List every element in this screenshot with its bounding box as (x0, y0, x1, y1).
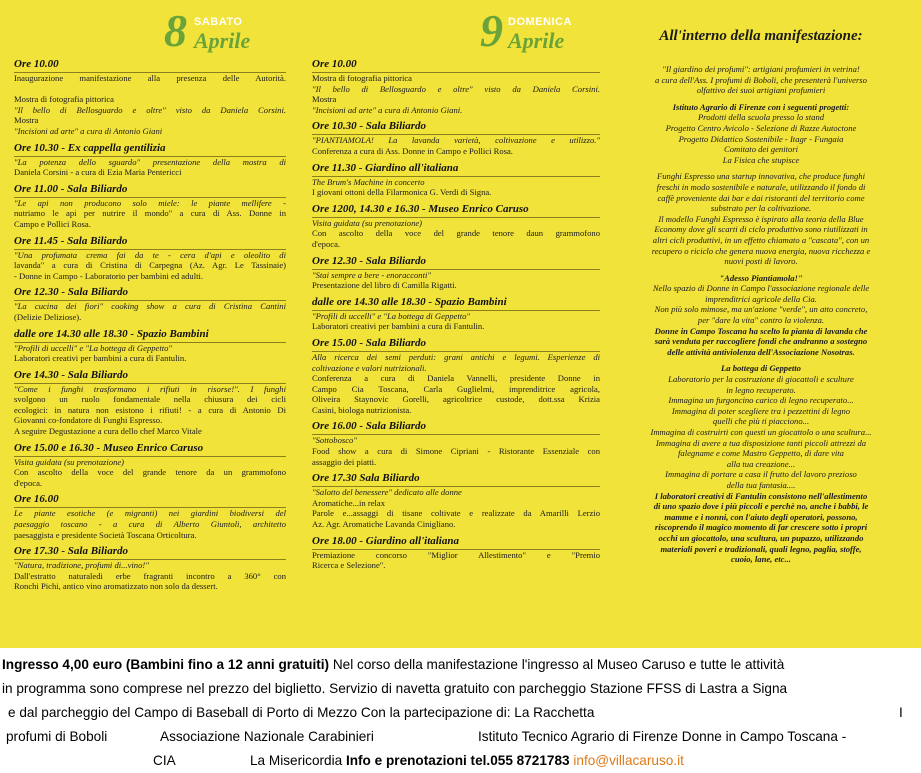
day-sunday-column (312, 0, 600, 576)
event-line: Inaugurazione manifestazione alla presenza delle Autorità. (14, 73, 286, 83)
event-line: lavanda" a cura di Cristina di Carpegna (Az. Agr. Le Tassinaie) (14, 260, 286, 271)
ticket-price: Ingresso 4,00 euro (Bambini fino a 12 anni gratuiti) (2, 657, 330, 672)
event-line: d'epoca. (312, 238, 341, 249)
event-description (312, 435, 600, 467)
event-line: "Incisioni ad arte" a cura di Antonio Giani. (312, 104, 463, 115)
event-line: Mostra di fotografia pittorica (14, 94, 114, 105)
event-line: Mostra (14, 115, 39, 126)
event-description (14, 384, 286, 437)
event-item (312, 120, 600, 156)
event-description (312, 550, 600, 571)
event-line: "La cucina dei fiori" cooking show a cura di Cristina Cantini (14, 301, 286, 312)
inside-line: Funghi Espresso una startup innovativa, che produce funghi (657, 171, 865, 182)
event-time: Ore 1200, 14.30 e 16.30 - Museo Enrico Caruso (312, 203, 600, 218)
event-line: Aromatiche...in relax (312, 497, 386, 508)
event-time: Ore 15.00 e 16.30 - Museo Enrico Caruso (14, 442, 286, 457)
event-line: (Delizie Deliziose). (14, 311, 82, 322)
event-description (312, 73, 600, 115)
events-list-saturday (14, 58, 286, 592)
event-time: Ore 16.00 - Sala Biliardo (312, 420, 600, 435)
event-line: The Brum's Machine in concerto (312, 176, 425, 187)
inside-line: Immagina un furgoncino carico di legno recuperato... (668, 395, 854, 406)
event-line: d'epoca. (14, 477, 43, 488)
event-line: Presentazione del libro di Camilla Rigatti. (312, 280, 457, 291)
event-line: Laboratori creativi per bambini a cura di Fantulin. (312, 321, 485, 332)
footer-line-1: Ingresso 4,00 euro (Bambini fino a 12 anni gratuiti) Nel corso della manifestazione l'ingresso al Museo Caruso e tutte le attività (2, 657, 785, 672)
event-item (14, 328, 286, 364)
inside-line: falegname e come Mastro Geppetto, di dare vita (678, 448, 844, 459)
day-month: Aprile (194, 28, 251, 53)
events-list-sunday (312, 58, 600, 571)
event-line: "Stai sempre a bere - enoracconti" (312, 269, 431, 280)
event-line: paesaggio toscano - a cura di Alberto Giuntoli, architetto (14, 519, 286, 530)
inside-line: substrato per la coltivazione. (710, 203, 812, 214)
event-time: Ore 11.30 - Giardino all'italiana (312, 162, 600, 177)
event-line: Visita guidata (su prenotazione) (14, 456, 125, 467)
event-line: "Il bello di Bellosguardo e oltre" visto da Daniela Corsini. (14, 104, 286, 115)
partner-carabinieri: Associazione Nazionale Carabinieri (160, 729, 374, 744)
inside-bold-line: mamme e i nonni, con l'aiuto degli operatori, possono, (664, 511, 858, 522)
inside-bold-line: materiali poveri e tradizionali, quali legno, paglia, stoffe, (660, 543, 862, 554)
event-item (312, 296, 600, 332)
event-item (312, 337, 600, 416)
event-line: "PIANTIAMOLA! La lavanda varietà, coltivazione e utilizzo." (312, 135, 600, 146)
event-item (312, 472, 600, 529)
event-description (14, 198, 286, 230)
inside-line: freschi in modo sostenibile e naturale, utilizzando il fondo di (656, 181, 866, 192)
footer-info (0, 648, 921, 773)
day-name: SABATO (194, 16, 243, 28)
event-time: Ore 14.30 - Sala Biliardo (14, 369, 286, 384)
event-description (312, 487, 600, 529)
inside-column (616, 0, 906, 571)
footer-line-2: in programma sono comprese nel prezzo del biglietto. Servizio di navetta gratuito con parcheggio Stazione FFSS di Lastra a Signa (2, 681, 788, 696)
event-line: Con ascolto della voce del grande tenore daun grammofono (312, 228, 600, 239)
event-description (14, 301, 286, 322)
event-line: Premiazione concorso "Miglior Allestimento" e "Premio (312, 549, 600, 560)
inside-line: Il modello Funghi Espresso è ispirato alla teoria della Blue (658, 213, 864, 224)
event-line: Food show a cura di Simone Cipriani - Ristorante Essenziale con (312, 446, 600, 457)
info-phone: Info e prenotazioni tel.055 8721783 (345, 753, 570, 768)
partner-profumi-boboli: profumi di Boboli (6, 729, 108, 744)
inside-line: nuovi posti di lavoro. (724, 256, 798, 267)
event-line: "Profili di uccelli" e "La bottega di Geppetto" (312, 310, 471, 321)
event-line: Ronchi Pichi, antico vino aromatizzato non solo da dessert. (14, 581, 218, 592)
inside-line: in legno recuperato. (726, 384, 796, 395)
event-line: Casini, biologa nutrizionista. (312, 404, 412, 415)
day-name: DOMENICA (508, 16, 572, 28)
event-line: Laboratori creativi per bambini a cura di Fantulin. (14, 353, 187, 364)
event-line: "Natura, tradizione, profumi di...vino!" (14, 560, 149, 571)
event-item (14, 235, 286, 282)
event-description (14, 343, 286, 364)
event-line: Mostra di fotografia pittorica (312, 73, 412, 83)
event-line: "Come i funghi trasformano i rifiuti in risorse!". I funghi (14, 383, 286, 394)
inside-line: olfattivo dei suoi artigiani profumieri (696, 85, 826, 96)
day-header-sunday (312, 0, 600, 58)
event-item (312, 162, 600, 198)
event-time: Ore 17.30 Sala Biliardo (312, 472, 600, 487)
event-line: Visita guidata (su prenotazione) (312, 217, 423, 228)
event-line: Mostra (312, 94, 337, 105)
event-time: Ore 10.00 (14, 58, 286, 73)
event-description (14, 73, 286, 137)
inside-line: altri cicli produttivi, in un effetto chiamato a "cascata", con un (652, 234, 870, 245)
inside-blocks (616, 64, 906, 565)
event-item (312, 535, 600, 571)
event-line: Az. Agr. Aromatiche Lavanda Cinigliano. (312, 519, 456, 530)
event-time: Ore 11.00 - Sala Biliardo (14, 183, 286, 198)
event-line (14, 84, 286, 95)
inside-line: "Il giardino dei profumi": artigiani profumieri in vetrina! (662, 64, 860, 74)
event-line: - Donne in Campo - Laboratorio per bambini ed adulti. (14, 270, 204, 281)
event-line: "Le api non producono solo miele: le piante mellifere - (14, 197, 286, 208)
event-item (14, 58, 286, 137)
inside-line: Laboratorio per la costruzione di giocattoli e sculture (668, 374, 854, 385)
event-item (312, 58, 600, 115)
inside-line: Progetto Centro Avicolo - Selezione di Razze Autoctone (665, 122, 857, 133)
event-time: Ore 15.00 - Sala Biliardo (312, 337, 600, 352)
day-number: 8 (164, 5, 187, 56)
inside-block-heading: "Adesso Piantiamola!" (719, 272, 803, 283)
inside-line: quelli che più ti piacciono... (712, 416, 810, 427)
inside-line: imprenditrici agricole della Cia. (705, 293, 817, 304)
event-item (312, 203, 600, 250)
event-line: Con ascolto della voce del grande tenore da un grammofono (14, 467, 286, 478)
event-time: Ore 18.00 - Giardino all'italiana (312, 535, 600, 550)
inside-line: alla tua creazione... (726, 458, 796, 469)
inside-line: della tua fantasia.... (726, 479, 796, 490)
inside-bold-line: cuoio, lane, etc... (731, 554, 791, 565)
footer-line-3: e dal parcheggio del Campo di Baseball di Porto di Mezzo Con la partecipazione di: La Racchetta (8, 705, 595, 720)
footer-line-5: La Misericordia Info e prenotazioni tel.055 8721783 info@villacaruso.it (250, 753, 684, 768)
event-line: paesaggista e presidente Società Toscana Orticoltura. (14, 529, 197, 540)
event-description (312, 177, 600, 198)
event-item (14, 493, 286, 540)
day-month: Aprile (508, 28, 565, 53)
event-line: Alla ricerca dei semi perduti: grani antichi e legumi. Esperienze di (312, 351, 600, 362)
event-line: Ricerca e Selezione". (312, 560, 386, 571)
event-line: "Sottobosco" (312, 435, 357, 446)
event-line: Le piante esotiche (e migranti) nei giardini biodiversi del (14, 508, 286, 519)
inside-line: Non più solo mimose, ma un'azione "verde", un atto concreto, (654, 304, 868, 315)
event-line: Oliveira Staynovic Gorelli, agricoltrice custode, dott.ssa Krizia (312, 394, 600, 405)
inside-line: Nello spazio di Donne in Campo l'associazione regionale delle (652, 283, 870, 294)
inside-line: caffè proveniente dai bar e dai ristoranti del territorio come (657, 192, 865, 203)
event-line: coltivazione e valori nutrizionali. (312, 362, 427, 373)
inside-line: La Fisica che stupisce (722, 154, 800, 165)
event-item (312, 255, 600, 291)
inside-line: Economy dove gli scarti di ciclo produttivo sono riutilizzati in (654, 224, 868, 235)
event-line: Conferenza a cura di Ass. Donne in Campo e Pollici Rosa. (312, 145, 513, 156)
inside-bold-line: di uno spazio dove i più piccoli e perchè no, anche i babbi, le (653, 501, 869, 512)
event-item (14, 142, 286, 178)
event-line: nutriamo le api per nutrire il mondo" a cura di Ass. Donne in (14, 208, 286, 219)
event-item (14, 442, 286, 489)
inside-line: Prodotti della scuola presso lo stand (697, 112, 825, 123)
footer-line-3-right: I (899, 705, 903, 720)
inside-block (616, 64, 906, 96)
event-line: "La potenza dello sguardo" presentazione della mostra di (14, 156, 286, 167)
partner-cia: CIA (153, 753, 176, 768)
event-time: dalle ore 14.30 alle 18.30 - Spazio Bambini (14, 328, 286, 343)
event-time: Ore 10.00 (312, 58, 600, 73)
event-line: Daniela Corsini - a cura di Ezia Maria Pentericci (14, 167, 182, 178)
event-line: A seguire Degustazione a cura dello chef Marco Vitale (14, 426, 202, 437)
event-item (312, 420, 600, 467)
event-line: Giovanni co-fondatore di Funghi Espresso. (14, 415, 163, 426)
event-line: "Profili di uccelli" e "La bottega di Geppetto" (14, 342, 173, 353)
event-description (14, 457, 286, 489)
inside-bold-line: sarà venduta per raccogliere fondi che andranno a sostegno (654, 336, 868, 347)
inside-block (616, 102, 906, 166)
day-header-saturday (14, 0, 286, 58)
event-line: I giovani ottoni della Filarmonica G. Verdi di Signa. (312, 187, 492, 198)
event-time: Ore 11.45 - Sala Biliardo (14, 235, 286, 250)
inside-bold-line: riscoprendo il magico momento di far crescere sotto i propri (654, 522, 868, 533)
inside-block (616, 171, 906, 266)
inside-bold-line: delle attività antiviolenza dell'Associazione Nosotras. (667, 346, 855, 357)
event-line: svolgono un ruolo fondamentale nella chiusura dei cicli (14, 394, 286, 405)
inside-line: Immagina di portare a casa il frutto del lavoro prezioso (665, 469, 857, 480)
inside-line: Immagina di poter scegliere tra i pezzettini di legno (671, 405, 851, 416)
event-line: Dall'estratto naturaledi erbe fragranti incontro a 360° con (14, 570, 286, 581)
event-description (312, 135, 600, 156)
inside-line: Immagina di avere a tua disposizione tanti piccoli attrezzi da (655, 437, 867, 448)
event-item (14, 183, 286, 230)
event-time: Ore 12.30 - Sala Biliardo (312, 255, 600, 270)
event-time: Ore 12.30 - Sala Biliardo (14, 286, 286, 301)
event-time: Ore 10.30 - Sala Biliardo (312, 120, 600, 135)
event-time: Ore 10.30 - Ex cappella gentilizia (14, 142, 286, 157)
event-item (14, 286, 286, 322)
event-line: Campo Cia Toscana, Carla Guglielmi, imprenditrice agricola, (312, 383, 600, 394)
event-line: Parole e...assaggi di tisane coltivate e realizzate da Amarilli Lerzio (312, 508, 600, 519)
event-line: Conferenza a cura di Daniela Vannelli, presidente Donne in (312, 373, 600, 384)
inside-block (616, 273, 906, 358)
event-line: "Incisioni ad arte" a cura di Antonio Giani (14, 125, 163, 136)
inside-bold-line: occhi un giocattolo, una scultura, un pupazzo, utilizzando (658, 532, 864, 543)
inside-line: per "dare la vita" contro la violenza. (697, 315, 825, 326)
inside-block-heading: Istituto Agrario di Firenze con i seguenti progetti: (672, 101, 850, 112)
inside-line: Progetto Didattico Sostenibile - Itagr - Fungaia (678, 133, 844, 144)
inside-block (616, 363, 906, 564)
event-description (14, 157, 286, 178)
event-line: "Salotto del benessere" dedicato alle donne (312, 487, 462, 498)
event-line: "Il bello di Bellosguardo e oltre" visto da Daniela Corsini. (312, 83, 600, 94)
event-item (14, 369, 286, 437)
event-line: ecologici: in natura non esistono i rifiuti! - a cura di Antonio Di (14, 404, 286, 415)
inside-line: a cura dell'Ass. I profumi di Boboli, che presenterà l'universo (655, 74, 867, 85)
partner-istituto-donne: Istituto Tecnico Agrario di Firenze Donne in Campo Toscana - (478, 729, 847, 744)
event-description (312, 270, 600, 291)
day-number: 9 (480, 5, 503, 56)
event-line: Campo e Pollici Rosa. (14, 218, 91, 229)
event-item (14, 545, 286, 592)
email-link[interactable]: info@villacaruso.it (573, 753, 684, 768)
event-line: assaggio dei piatti. (312, 456, 377, 467)
event-description (14, 560, 286, 592)
day-saturday-column (14, 0, 286, 597)
event-description (312, 352, 600, 416)
event-time: Ore 17.30 - Sala Biliardo (14, 545, 286, 560)
event-description (14, 508, 286, 540)
inside-line: recupero o riciclo che genera nuova energia, nuova ricchezza e (651, 245, 871, 256)
event-time: Ore 16.00 (14, 493, 286, 508)
event-description (312, 218, 600, 250)
inside-bold-line: I laboratori creativi di Fantulin consistono nell'allestimento (654, 490, 868, 501)
event-description (14, 250, 286, 282)
inside-title: All'interno della manifestazione: (659, 28, 863, 44)
inside-block-heading: La bottega di Geppetto (721, 363, 801, 374)
event-description (312, 311, 600, 332)
inside-line: Immagina di costruirti con questi un giocattolo o una scultura... (650, 427, 872, 437)
event-line: "Una profumata crema fai da te - cera d'api e oleolito di (14, 249, 286, 260)
inside-line: Comitato dei genitori (724, 144, 798, 155)
event-time: dalle ore 14.30 alle 18.30 - Spazio Bambini (312, 296, 600, 311)
inside-bold-line: Donne in Campo Toscana ha scelto la pianta di lavanda che (654, 325, 868, 336)
